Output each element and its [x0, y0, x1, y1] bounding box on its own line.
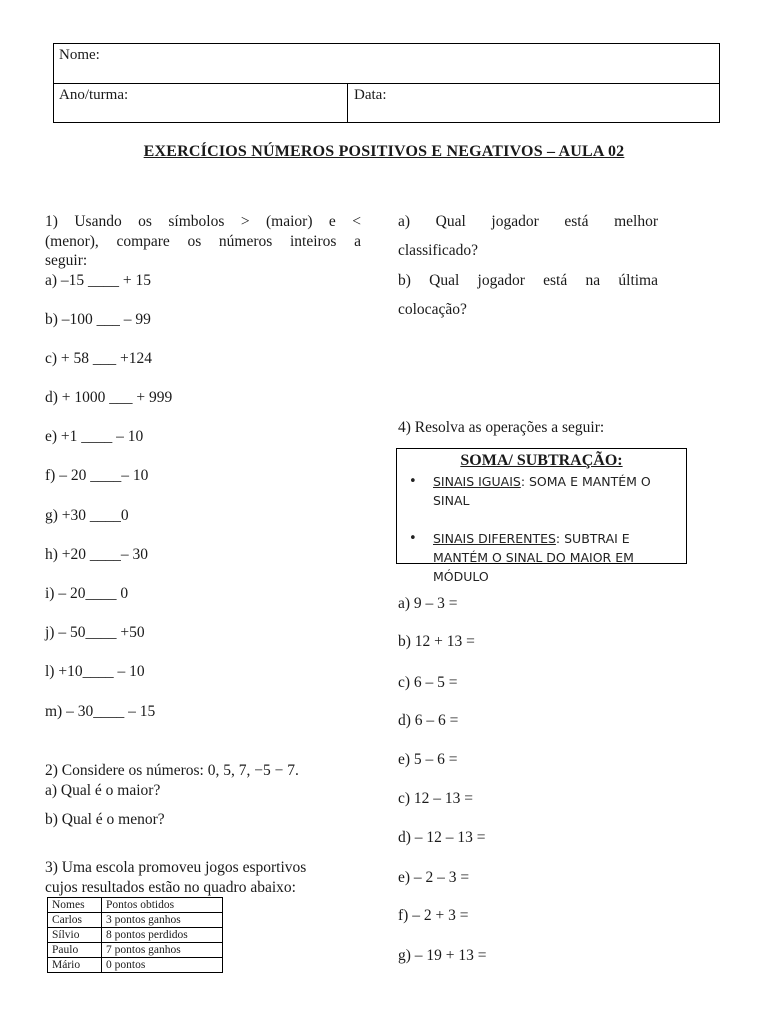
q4-item: c) 6 – 5 = [398, 674, 458, 691]
header-divider [347, 84, 348, 123]
bullet-icon: • [409, 474, 417, 489]
q4-item: a) 9 – 3 = [398, 595, 458, 612]
q1-intro-line-2: (menor), compare os números inteiros a [45, 233, 361, 250]
q1-item: i) – 20____ 0 [45, 585, 129, 602]
rule-text: : SUBTRAI E MANTÉM O SINAL DO MAIOR EM MÓDULO [433, 531, 634, 584]
q1-item: g) +30 ____0 [45, 507, 129, 524]
name-label: Nome: [59, 47, 100, 63]
q1-item: a) –15 ____ + 15 [45, 272, 152, 289]
table-cell: 8 pontos perdidos [102, 928, 223, 943]
q3-item-b-line-1: b) Qual jogador está na última [398, 272, 658, 289]
header-row-name [54, 44, 719, 84]
q4-intro: 4) Resolva as operações a seguir: [398, 419, 605, 436]
q1-item: d) + 1000 ___ + 999 [45, 389, 173, 406]
q1-item: h) +20 ____– 30 [45, 546, 149, 563]
table-cell: Mário [48, 958, 102, 973]
table-cell: Sílvio [48, 928, 102, 943]
table-cell: 7 pontos ganhos [102, 943, 223, 958]
table-cell: 3 pontos ganhos [102, 913, 223, 928]
table-row [48, 943, 223, 958]
table-header: Pontos obtidos [102, 898, 223, 913]
table-row [48, 958, 223, 973]
date-label: Data: [354, 87, 387, 103]
q2-item-b: b) Qual é o menor? [45, 811, 165, 828]
class-label: Ano/turma: [59, 87, 129, 103]
q4-item: b) 12 + 13 = [398, 633, 475, 650]
q4-item: g) – 19 + 13 = [398, 947, 487, 964]
table-header-row [48, 898, 223, 913]
rule-item [409, 529, 677, 586]
rule-label: SINAIS IGUAIS [433, 474, 521, 489]
rule-label: SINAIS DIFERENTES [433, 531, 556, 546]
rules-box-title: SOMA/ SUBTRAÇÃO: [460, 452, 623, 469]
table-cell: Carlos [48, 913, 102, 928]
q1-item: j) – 50____ +50 [45, 624, 145, 641]
bullet-icon: • [409, 531, 417, 546]
table-cell: 0 pontos [102, 958, 223, 973]
table-cell: Paulo [48, 943, 102, 958]
rule-item [409, 472, 677, 510]
rules-box [396, 448, 687, 584]
q4-item: f) – 2 + 3 = [398, 907, 469, 924]
header-table [53, 43, 720, 123]
table-row [48, 928, 223, 943]
results-table [47, 897, 223, 973]
q1-item: e) +1 ____ – 10 [45, 428, 144, 445]
q1-item: f) – 20 ____– 10 [45, 467, 149, 484]
q1-item: l) +10____ – 10 [45, 663, 145, 680]
q3-intro-line-2: cujos resultados estão no quadro abaixo: [45, 879, 296, 896]
q1-item: m) – 30____ – 15 [45, 703, 156, 720]
q1-item: b) –100 ___ – 99 [45, 311, 151, 328]
q4-item: d) – 12 – 13 = [398, 829, 486, 846]
q3-item-b-line-2: colocação? [398, 301, 467, 318]
rule-text: : SOMA E MANTÉM O SINAL [433, 474, 651, 508]
q3-intro-line-1: 3) Uma escola promoveu jogos esportivos [45, 859, 307, 876]
q4-item: d) 6 – 6 = [398, 712, 459, 729]
table-header: Nomes [48, 898, 102, 913]
q1-intro-line-1: 1) Usando os símbolos > (maior) e < [45, 213, 361, 230]
q3-item-a-line-2: classificado? [398, 242, 479, 259]
q1-intro-line-3: seguir: [45, 252, 88, 269]
q3-item-a-line-1: a) Qual jogador está melhor [398, 213, 658, 230]
q4-item: e) 5 – 6 = [398, 751, 458, 768]
table-row [48, 913, 223, 928]
q4-item: c) 12 – 13 = [398, 790, 474, 807]
q4-item: e) – 2 – 3 = [398, 869, 470, 886]
q2-item-a: a) Qual é o maior? [45, 782, 161, 799]
q2-intro: 2) Considere os números: 0, 5, 7, −5 − 7. [45, 762, 299, 779]
q1-item: c) + 58 ___ +124 [45, 350, 153, 367]
page-title: EXERCÍCIOS NÚMEROS POSITIVOS E NEGATIVOS – AULA 02 [143, 143, 625, 160]
